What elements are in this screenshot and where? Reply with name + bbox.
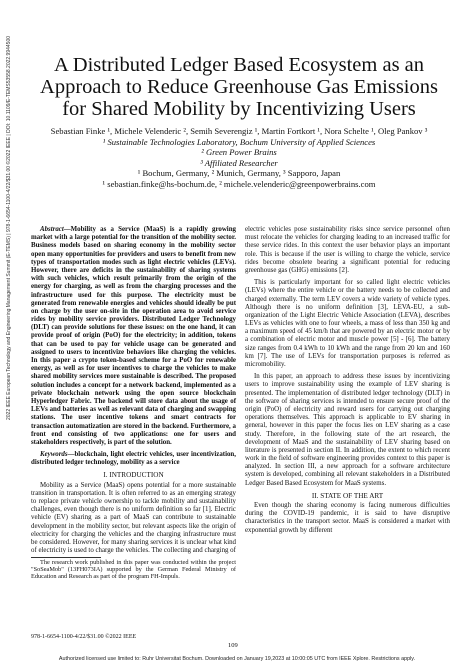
- paper-title: A Distributed Ledger Based Ecosystem as an Approach to Reduce Greenhouse Gas Emissions for Shared Mobility by Incentivizing Users: [40, 54, 438, 120]
- right-paragraph-2: This is particularly important for so called light electric vehicles (LEVs) where the entire vehicle or the battery needs to be collected and charged externally. The term LEV covers a wide variety of vehicle types. Although there is no uniform definition [3], LEVA-EU, a sub-organization of the Light Electric Vehicle Association (LEVA), describes LEVs as vehicles with one to four wheels, a mass of less than 350 kg and a maximum speed of 45 km/h that are powered by an electric motor or by a combination of electric motor and muscle power [5] - [6]. The battery size ranges from 0.4 kWh to 10 kWh and the range from 20 km and 160 km [7]. The use of LEVs for transportation purposes is referred as micromobility.: [245, 279, 450, 368]
- right-paragraph-3: In this paper, an approach to address these issues by incentivizing users to improve sustainability using the example of LEV sharing is presented. The implementation of distributed ledger technology (DLT) in the software of sharing services is intended to ensure secure proof of the origin (PoO) of electricity and reward users for carrying out charging operations themselves. This approach is applicable to EV sharing in general, however in this paper the focus lies on LEV sharing as a case study. Therefore, in the following state of the art research, the development of MaaS and the sustainability of LEV sharing based on literature is presented in section II. In addition, the extent to which recent work in the field of software engineering provides context to this paper is analyzed. In section III, a new approach for a software architecture system is developed, combining all relevant stakeholders in a Distributed Ledger Based Based Ecosystem for MaaS systems.: [245, 373, 450, 487]
- left-column: [31, 226, 236, 555]
- author-locations: ¹ Bochum, Germany, ² Munich, Germany, ³ Sapporo, Japan: [137, 168, 341, 178]
- doi-sidebar-text: 2022 IEEE European Technology and Engineering Management Summit (E-TEMS) | 978-1-6654-1100-4/22/$31.00 ©2022 IEEE | DOI: 10.1109/E-TEMS53558.2022.9944500: [6, 35, 12, 420]
- abstract: [31, 226, 236, 447]
- page-number: 109: [228, 642, 238, 649]
- section-heading-state-of-the-art: II. STATE OF THE ART: [311, 491, 384, 500]
- author-emails[interactable]: ¹ sebastian.finke@hs-bochum.de, ² michele.velenderic@greenpowerbrains.com: [102, 178, 376, 189]
- abstract-label: Abstract: [40, 226, 64, 233]
- abstract-text: —Mobility as a Service (MaaS) is a rapidly growing market with a large potential for the transition of the mobility sector. Business models based on sharing economy in the mobility sector open many opportunities for providers and users to benefit from new types of transportation modes such as light electric vehicles (LEVs). However, there are deficits in the sustainability of sharing systems with such vehicles, which result primarily from the origin of the energy for charging, as well as from the charging processes and the infrastructure used for this purpose. The electricity must be generated from renewable energies and vehicles should ideally be put on charge by the user on-site in the operation area to avoid service rides by mobility service providers. Distributed Ledger Technology (DLT) can provide solutions for these issues: on the one hand, it can provide proof of origin (PoO) for the electricity; in addition, tokens that can be used to pay for vehicle usage can be generated and assigned to users to incentivize behaviors like charging the vehicles. In this paper a crypto token-based scheme for a PoO for renewable energy, as well as for user incentives to charge the vehicles to make shared mobility services more sustainable is described. The proposed solution includes a concept for a network backend, implemented as a private blockchain network using the open source blockchain Hyperledger Fabric. The backend will store data about the usage of LEVs and batteries as well as relevant data of charging and swapping stations. The user incentive tokens and smart contracts for transaction automatization are stored in the backend. Furthermore, a front end consisting of two applications: one for users and stakeholders respectively, is part of the solution.: [31, 226, 236, 446]
- keywords: [31, 451, 236, 467]
- affiliation-3: ³ Affiliated Researcher: [200, 157, 278, 168]
- affiliation-1: ¹ Sustainable Technologies Laboratory, Bochum University of Applied Sciences: [102, 136, 376, 147]
- author-block: [38, 126, 440, 189]
- right-paragraph-4: Even though the sharing economy is facing numerous difficulties during the COVID-19 pandemic, it is said to have disruptive characteristics in the transport sector. MaaS is considered a market with exponential growth by different: [245, 502, 450, 534]
- isbn-copyright: 978-1-6654-1100-4/22/$31.00 ©2022 IEEE: [31, 634, 137, 640]
- introduction-paragraph: Mobility as a Service (MaaS) opens potential for a more sustainable transition in transportation. It is often referred to as an emerging strategy to replace private vehicle ownership to tackle mobility and sustainability challenges, even though there is no uniform definition so far [1]. Electric vehicle (EV) sharing as a part of MaaS can contribute to sustainable development in the mobility sector, but relevant aspects like the origin of electricity for charging the vehicles and the charging infrastructure must be considered. However, for many sharing services it is unclear what kind of electricity is used to charge the vehicles. The collecting and charging of: [31, 481, 236, 555]
- right-column: [245, 226, 450, 535]
- funding-footnote: The research work published in this paper was conducted within the project "SoSeaMob" (13FH073IA) supported by the German Federal Ministry of Education and Research as part of the program FH-Impuls.: [31, 559, 236, 581]
- affiliation-2: ² Green Power Brains: [201, 147, 277, 157]
- license-notice: Authorized licensed use limited to: Ruhr Universitat Bochum. Downloaded on January 19,2023 at 10:00:05 UTC from IEEE Xplore. Restrictions apply.: [58, 656, 416, 662]
- keywords-text: —blockchain, light electric vehicles, user incentivization, distributed ledger technology, mobility as a service: [31, 451, 236, 467]
- keywords-label: Keywords: [40, 451, 68, 459]
- right-paragraph-1: electric vehicles pose sustainability risks since service personnel often must relocate the vehicles for charging leading to an increased traffic for these service rides. In this context the user behavior plays an important role. This is because if the user is willing to charge the vehicle, service rides become obsolete bearing a significant potential for reducing greenhouse gas (GHG) emissions [2].: [245, 226, 450, 274]
- section-heading-introduction: I. INTRODUCTION: [103, 471, 164, 480]
- footnote-divider: [31, 557, 101, 558]
- author-names: Sebastian Finke ¹, Michele Velenderic ², Semih Severengiz ¹, Martin Fortkort ¹, Nora Schelte ¹, Oleg Pankov ³: [50, 126, 428, 136]
